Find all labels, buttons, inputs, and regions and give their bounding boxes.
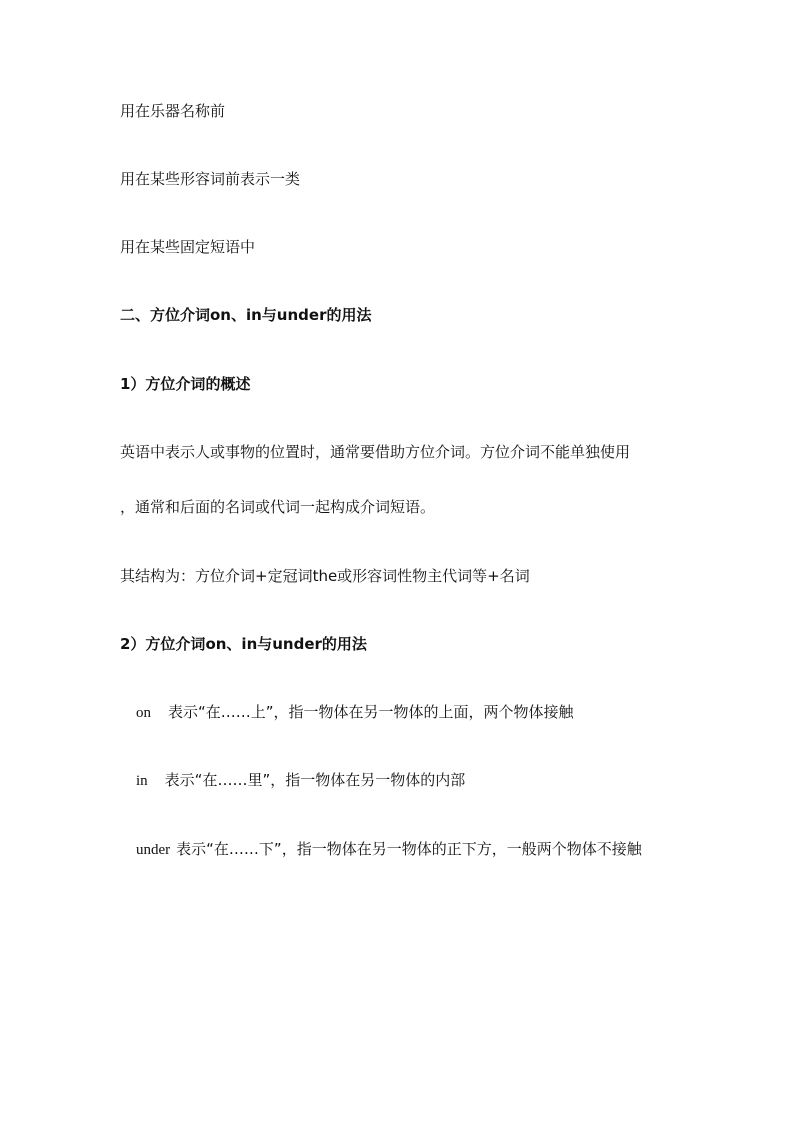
- text-line-instruments: 用在乐器名称前: [120, 102, 226, 120]
- section-heading: 二、方位介词on、in与under的用法: [120, 306, 372, 324]
- usage-row-under: [136, 839, 642, 860]
- text-line-fixed-phrases: 用在某些固定短语中: [120, 238, 256, 256]
- usage-text-under: 表示“在……下”，指一物体在另一物体的正下方，一般两个物体不接触: [176, 840, 642, 858]
- usage-text-on: 表示“在……上”，指一物体在另一物体的上面，两个物体接触: [168, 703, 574, 721]
- subheading-overview: 1）方位介词的概述: [120, 375, 251, 393]
- usage-row-on: [136, 702, 574, 723]
- usage-word-in: in: [136, 773, 148, 789]
- paragraph-line-2: ，通常和后面的名词或代词一起构成介词短语。: [120, 498, 436, 516]
- subheading-usage: 2）方位介词on、in与under的用法: [120, 635, 367, 653]
- text-line-adjectives: 用在某些形容词前表示一类: [120, 170, 301, 188]
- usage-text-in: 表示“在……里”，指一物体在另一物体的内部: [164, 771, 466, 789]
- usage-word-on: on: [136, 705, 151, 721]
- paragraph-line-1: 英语中表示人或事物的位置时，通常要借助方位介词。方位介词不能单独使用: [120, 443, 631, 461]
- usage-row-in: [136, 770, 465, 791]
- structure-line: 其结构为：方位介词+定冠词the或形容词性物主代词等+名词: [120, 567, 530, 585]
- usage-word-under: under: [136, 842, 171, 858]
